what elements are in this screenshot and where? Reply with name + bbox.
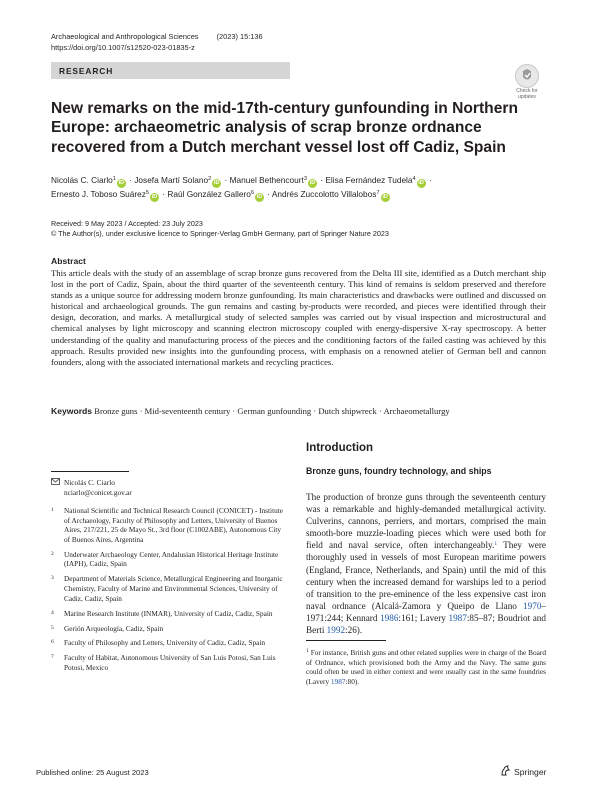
affiliation-list [51, 506, 286, 678]
citation-link[interactable]: 1987 [448, 612, 467, 623]
affiliation-divider [51, 471, 129, 472]
author[interactable]: Nicolás C. Ciarlo$^1$iD [51, 175, 125, 186]
journal-volume: (2023) 15:136 [216, 32, 263, 41]
publisher-logo [500, 765, 546, 778]
orcid-icon[interactable]: iD [382, 194, 388, 200]
copyright: © The Author(s), under exclusive licence to Springer-Verlag GmbH Germany, part of Springer Nature 2023 [51, 229, 389, 239]
received-accepted: Received: 9 May 2023 / Accepted: 23 July 2023 [51, 219, 203, 228]
citation-link[interactable]: 1986 [380, 612, 399, 623]
author[interactable]: Raúl González Gallero$^6$iD [167, 189, 263, 200]
badge-line1: Check for [516, 88, 538, 94]
affiliation: 2 Underwater Archaeology Center, Andalusian Historical Heritage Institute (IAPH), Cadiz, Spain [51, 549, 279, 569]
affiliation: 7 Faculty of Habitat, Autonomous University of San Luis Potosi, San Luis Potosi, Mexico [51, 653, 276, 673]
introduction-heading: Introduction [306, 442, 374, 454]
introduction-paragraph: The production of bronze guns through the seventeenth century was a remarkable and highly-demanded metallurgical activity. Culverins, cannons, perriers, and mortars, comprised the main smooth-bore muzzle-loading pieces which were used both for field and naval service, often interchangeably.$^1$ They were thoroughly used in vessels of most European maritime powers (England, France, Netherlands, and Spain) until the mid of this century when the increased demand for warships led to a period of transition to the pre-eminence of the less expensive cast iron naval ordnance (Alcalá-Zamora y Queipo de Llano 1970–1971:244; Kennard 1986:161; Lavery 1987:85–87; Boudriot and Berti 1992:26). [306, 492, 546, 636]
badge-line2: updates [518, 93, 536, 100]
springer-horse-icon [500, 765, 511, 778]
envelope-icon [51, 478, 64, 488]
footnote: $^1$ For instance, British guns and other related supplies were in charge of the Board of Ordnance, which provisioned both the Army and the Navy. The same guns could often be used in either context and were usually cast in the same foundries (Lavery 1987:80). [306, 648, 546, 686]
check-for-updates-badge[interactable] [510, 64, 544, 102]
affiliation: 5 Gerión Arqueología, Cadiz, Spain [51, 623, 164, 633]
doi-link[interactable]: https://doi.org/10.1007/s12520-023-01835-z [51, 43, 195, 52]
section-label: RESEARCH [59, 66, 114, 76]
orcid-icon[interactable]: iD [118, 180, 125, 186]
author[interactable]: Ernesto J. Toboso Suárez$^5$iD [51, 189, 158, 200]
keywords [51, 406, 546, 417]
journal-header [51, 32, 263, 41]
footnote-divider [306, 640, 386, 641]
author[interactable]: Elisa Fernández Tudela$^4$iD [325, 175, 424, 186]
author[interactable]: Manuel Bethencourt$^3$iD [229, 175, 316, 186]
affiliation: 4 Marine Research Institute (INMAR), University of Cadiz, Cadiz, Spain [51, 608, 273, 618]
publisher-name: Springer [514, 766, 547, 777]
citation-link[interactable]: 1987 [330, 676, 346, 686]
affiliation: 1 National Scientific and Technical Research Council (CONICET) - Institute of Archaeology, Faculty of Philosophy and Letters, University of Buenos Aires, 217/221, 25 de Mayo St., 3rd floor (C1002ABE), Autonomous City of Buenos Aires, Argentina [51, 506, 284, 544]
check-updates-icon [515, 64, 539, 88]
keywords-text: Bronze guns · Mid-seventeenth century · German gunfounding · Dutch shipwreck · Archaeometallurgy [94, 406, 450, 416]
keywords-label: Keywords [51, 406, 93, 416]
orcid-icon[interactable]: iD [256, 194, 263, 200]
orcid-icon[interactable]: iD [213, 180, 220, 186]
author[interactable]: Andrés Zuccolotto Villalobos$^7$iD [271, 189, 388, 200]
published-date: Published online: 25 August 2023 [36, 768, 149, 777]
author-list: Nicolás C. Ciarlo$^1$iD · Josefa Martí Solano$^2$iD · Manuel Bethencourt$^3$iD · Elisa Fernández Tudela$^4$iD · Ernesto J. Toboso Suárez$^5$iD · Raúl González Gallero$^6$iD · Andrés Zuccolotto Villalobos$^7$iD [51, 175, 432, 200]
abstract-text: This article deals with the study of an assemblage of scrap bronze guns recovered from the Delta III site, identified as a Dutch merchant ship lost in the port of Cadiz, Spain, about the third quarter of the seventeenth century. This kind of remains is seldom preserved and therefore stands as a unique source for addressing modern bronze gunfounding. Its main characteristics and drawbacks were outlined and discussed on historical and archaeological grounds. The gun remains and casting by-products were recorded, and pieces were identified through their design, decoration, and marks. A metallurgical study of selected samples was carried out by visual inspection and microstructural and chemical analyses by light microscopy and scanning electron microscopy coupled with energy-dispersive X-ray spectroscopy. A better understanding of the quality and manufacturing process of the pieces and the conditioning factors of the failed casting was achieved by this approach. Results provided new insights into the gunfounding process, with emphasis on a renowned atelier of German bell and cannon founders, along with the associated international markets and recycling practices. [51, 268, 546, 367]
affiliation: 6 Faculty of Philosophy and Letters, University of Cadiz, Cadiz, Spain [51, 638, 266, 648]
corresponding-email[interactable]: nciarlo@conicet.gov.ar [64, 487, 132, 497]
author[interactable]: Josefa Martí Solano$^2$iD [134, 175, 220, 186]
affiliation: 3 Department of Materials Science, Metallurgical Engineering and Inorganic Chemistry, Faculty of Marine and Environmental Sciences, University of Cadiz, Cadiz, Spain [51, 574, 283, 603]
article-title: New remarks on the mid-17th-century gunfounding in Northern Europe: archaeometric analysis of scrap bronze ordnance recovered from a Dutch merchant vessel lost off Cadiz, Spain [51, 100, 518, 156]
citation-link[interactable]: 1992 [326, 625, 346, 636]
abstract-heading: Abstract [51, 256, 86, 266]
footnote-ref[interactable]: 1 [494, 541, 498, 548]
citation-link[interactable]: 1970 [523, 600, 542, 611]
correspondence [51, 478, 281, 497]
introduction-subheading: Bronze guns, foundry technology, and ships [306, 466, 492, 476]
article-dates [51, 219, 389, 240]
orcid-icon[interactable]: iD [418, 180, 424, 186]
orcid-icon[interactable]: iD [151, 194, 158, 200]
corresponding-author: Nicolás C. Ciarlo [64, 478, 115, 487]
orcid-icon[interactable]: iD [309, 180, 316, 186]
journal-name: Archaeological and Anthropological Sciences [51, 32, 199, 41]
